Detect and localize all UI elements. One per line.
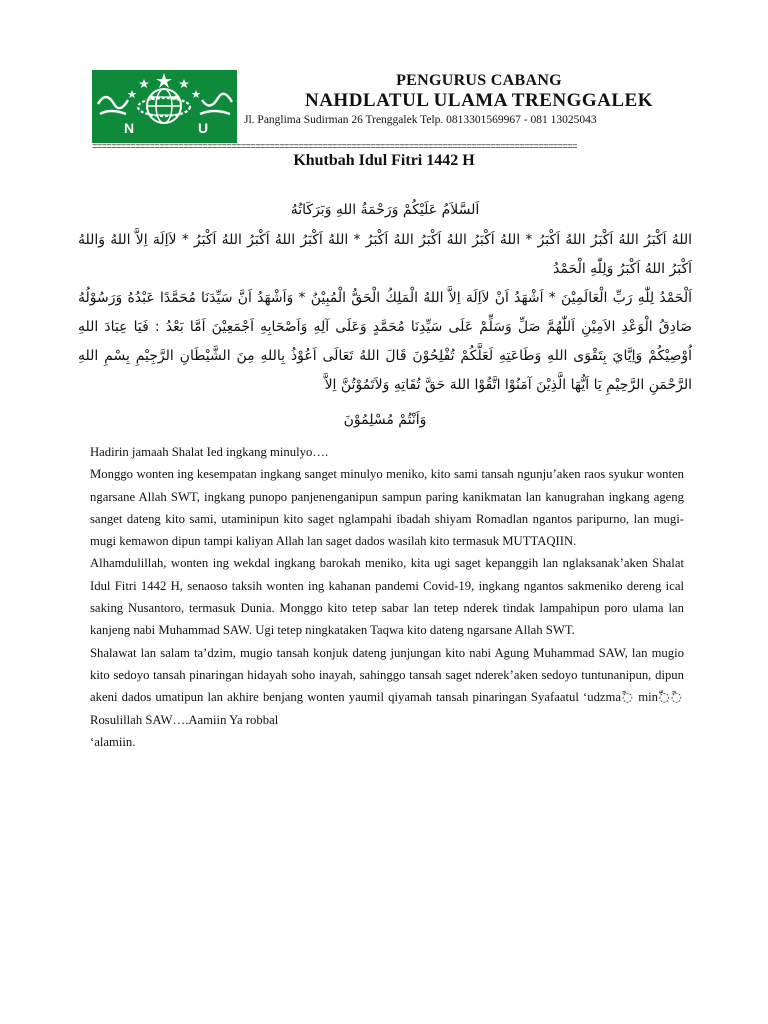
paragraph-3: Shalawat lan salam ta’dzim, mugio tansah konjuk dateng junjungan kito nabi Agung Muhammad SAW, lan mugio kito sedoyo tansah pinaringan hidayah soho inayah, sahinggo tansah saget nderek’aken sedoyo tuntunanipun, dipun akeni dados umatipun lan akhire benjang wonten yaumil qiyamah tansah pinaringan Syafaatul ‘udzma◌ً min◌ّ◌ً Rosulillah SAW….Aamiin Ya robbal [90,645,684,727]
paragraph-2: Alhamdulillah, wonten ing wekdal ingkang barokah meniko, kita ugi saget kepanggih lan nglaksanak’aken Shalat Idul Fitri 1442 H, senaoso taksih wonten ing kahanan pandemi Covid-19, ingkang ngantos sakmeniko dereng ical saking Nusantoro, termasuk Dunia. Monggo kito tetep sabar lan tetep nderek tindak lampahipun poro ulama lan kanjeng nabi Muhammad SAW. Ugi tetep ningkataken Taqwa kito dateng ngarsane Allah SWT. [90,556,684,638]
arabic-hamd: اَلْحَمْدُ لِلّٰهِ رَبِّ الْعَالَمِيْنَ * اَشْهَدُ اَنْ لاَاِلَهَ اِلاَّ اللهُ الْمَلِكُ الْحَقُّ الْمُبِيْنُ * وَاَشْهَدُ اَنَّ سَيِّدَنَا مُحَمَّدًا عَبْدُهُ وَرَسُوْلُهُ صَادِقُ الْوَعْدِ الاَمِيْنِ اَللّٰهُمَّ صَلِّ وَسَلِّمْ عَلَى سَيِّدِنَا مُحَمَّدٍ وَعَلَى آلِهِ وَاَصْحَابِهِ اَجْمَعِيْنَ اَمَّا بَعْدُ : فَيَا عِبَادَ اللهِ اُوْصِيْكُمْ وَاِيَّايَ بِتَقْوَى اللهِ وَطَاعَتِهِ لَعَلَّكُمْ تُفْلِحُوْنَ قَالَ اللهُ تَعَالَى اَعُوْذُ بِاللهِ مِنَ الشَّيْطَانِ الرَّجِيْمِ بِسْمِ اللهِ الرَّحْمَنِ الرَّحِيْمِ يَا اَيُّهَا الَّذِيْنَ آمَنُوْا اتَّقُوْا اللهَ حَقَّ تُقَاتِهِ وَلاَتَمُوْتُنَّ اِلاَّ [78,290,692,393]
document-title: Khutbah Idul Fitri 1442 H [293,152,475,169]
greeting-paragraph: Hadirin jamaah Shalat Ied ingkang minulyo…. [90,445,329,459]
header-rule: ===================================================================================================== [92,143,577,152]
arabic-takbir: اللهُ اَكْبَرُ اللهُ اَكْبَرُ اللهُ اَكْبَرُ * اللهُ اَكْبَرُ اللهُ اَكْبَرُ اللهُ اَكْبَرُ * اللهُ اَكْبَرُ اللهُ اَكْبَرُ اللهُ اَكْبَرُ * لاَاِلَهَ اِلاَّ اللهُ وَاللهُ اَكْبَرُ اللهُ اَكْبَرُ وَلِلّٰهِ الْحَمْدُ [78,232,692,277]
paragraph-4: ‘alamiin. [90,734,136,749]
org-line1: PENGURUS CABANG [396,72,562,89]
globe-emblem-icon [92,70,237,143]
logo-letter-u: U [198,120,209,136]
logo-letter-n: N [124,120,135,136]
paragraph-1: Monggo wonten ing kesempatan ingkang sanget minulyo meniko, kito sami tansah ngunju’aken raos syukur wonten ngarsane Allah SWT, ingkang punopo panjenenganipun sampun paring kanikmatan lan kanugrahan ingkang ageng sanget dateng kito sami, utaminipun kito saget nglampahi ibadah shiyam Romadlan ngantos paripurno, lan mugi-mugi kemawon dipun tampi kaliyan Allah lan saget dados wasilah kito termasuk MUTTAQIIN. [90,467,684,549]
org-address: Jl. Panglima Sudirman 26 Trenggalek Telp. 0813301569967 - 081 13025043 [244,114,597,126]
arabic-salam: اَلسَّلاَمُ عَلَيْكُمْ وَرَحْمَةُ اللهِ وَبَرَكَاتُهُ [290,202,480,218]
org-line2: NAHDLATUL ULAMA TRENGGALEK [304,90,653,111]
nu-logo [92,70,237,143]
khutbah-body [90,441,684,753]
letterhead [244,72,714,128]
arabic-closing: وَاَنْتُمْ مُسْلِمُوْنَ [343,412,427,428]
